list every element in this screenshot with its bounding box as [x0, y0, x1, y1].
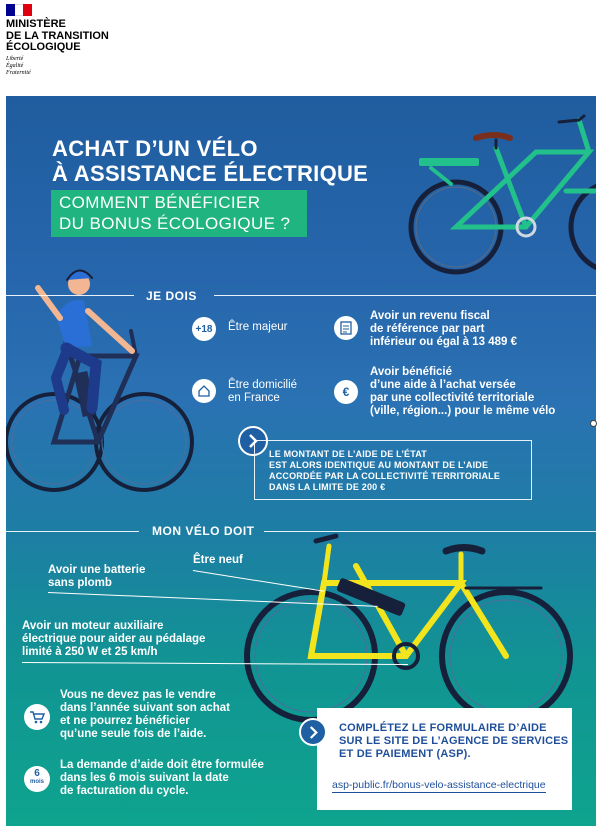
requirement-local-aid: Avoir bénéficié d’une aide à l’achat versée par une collectivité territoriale (ville, région...) pour le même vélo [370, 366, 556, 417]
deadline-rule: La demande d’aide doit être formulée dans les 6 mois suivant la date de facturation du cycle. [60, 759, 264, 797]
green-bike-icon [411, 116, 596, 272]
french-flag-icon [6, 4, 32, 16]
divider-line [214, 295, 596, 296]
aid-amount-note: LE MONTANT DE L’AIDE DE L’ÉTAT EST ALORS IDENTIQUE AU MONTANT DE L’AIDE ACCORDÉE PAR LA COLLECTIVITÉ TERRITORIALE DANS LA LIMITE DE 200 € [254, 440, 532, 500]
asp-link[interactable]: asp-public.fr/bonus-velo-assistance-electrique [332, 779, 546, 791]
euro-icon: € [334, 380, 358, 404]
application-card [317, 708, 572, 810]
ministry-logo [6, 4, 126, 84]
shopping-cart-icon [24, 704, 50, 730]
bonus-poster [6, 96, 596, 826]
requirement-age: Être majeur [228, 321, 288, 333]
requirement-motor: Avoir un moteur auxiliaire électrique pour aider au pédalage limité à 250 W et 25 km/h [22, 620, 206, 658]
requirement-residence: Être domicilié en France [228, 379, 298, 404]
resale-rule: Vous ne devez pas le vendre dans l’année suivant son achat et ne pourrez bénéficier qu’une seule fois de l’aide. [60, 689, 230, 740]
document-icon [334, 316, 358, 340]
cyclist-illustration [6, 270, 192, 490]
divider-line [264, 531, 596, 532]
republic-motto: Liberté Égalité Fraternité [6, 56, 31, 76]
requirement-new: Être neuf [193, 554, 243, 566]
divider-line [6, 295, 134, 296]
section-je-dois-label: JE DOIS [146, 289, 197, 303]
house-icon [192, 379, 216, 403]
poster-subtitle: COMMENT BÉNÉFICIER DU BONUS ÉCOLOGIQUE ? [51, 190, 307, 237]
section-mon-velo-doit-label: MON VÉLO DOIT [152, 524, 255, 538]
requirement-battery: Avoir une batterie sans plomb [48, 564, 146, 589]
poster-title: ACHAT D’UN VÉLO À ASSISTANCE ÉLECTRIQUE [52, 136, 369, 186]
ministry-name: MINISTÈRE DE LA TRANSITION ÉCOLOGIQUE [6, 18, 109, 53]
yellow-bike-icon [247, 536, 570, 720]
card-title: COMPLÉTEZ LE FORMULAIRE D’AIDE SUR LE SITE DE L’AGENCE DE SERVICES ET DE PAIEMENT (ASP). [339, 722, 569, 760]
six-months-icon: 6 mois [24, 766, 50, 792]
page-marker-icon [590, 420, 597, 427]
requirement-income: Avoir un revenu fiscal de référence par part inférieur ou égal à 13 489 € [370, 310, 518, 348]
age-18-icon: +18 [192, 317, 216, 341]
chevron-right-icon [299, 718, 327, 746]
divider-line [6, 531, 139, 532]
